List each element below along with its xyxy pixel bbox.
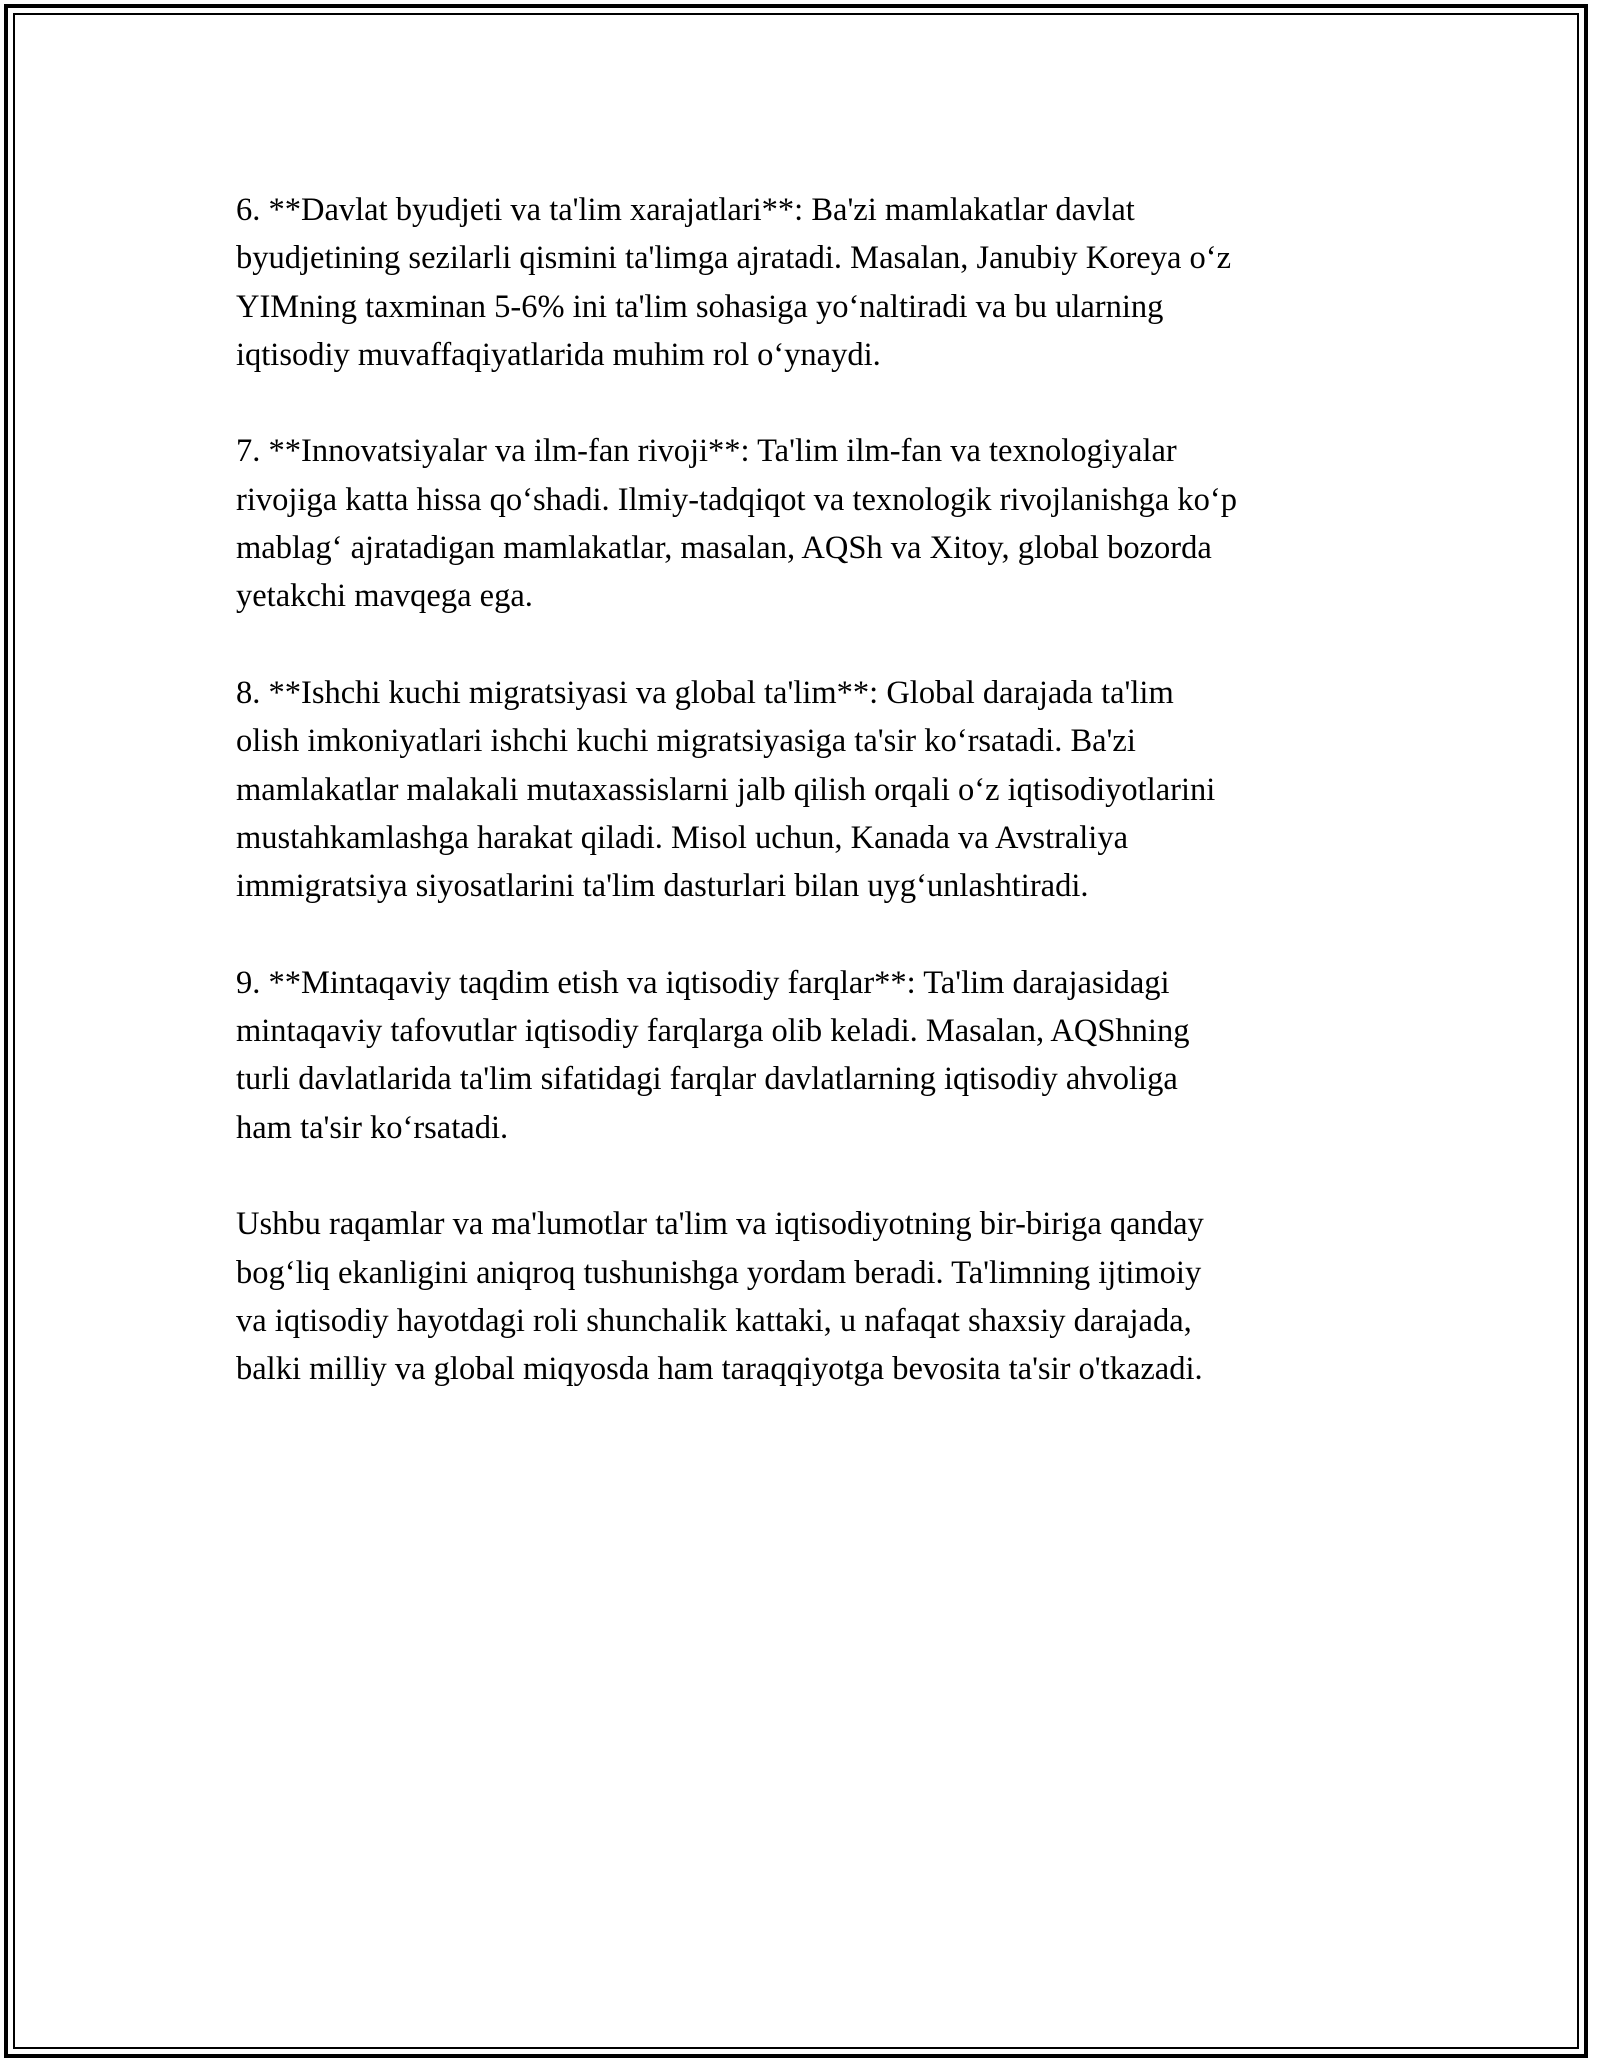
paragraph-item-7: 7. **Innovatsiyalar va ilm-fan rivoji**: Ta'lim ilm-fan va texnologiyalar rivojiga katta hissa qo‘shadi. Ilmiy-tadqiqot va texnologik rivojlanishga ko‘p mablag‘ ajratadigan mamlakatlar, masalan, AQSh va Xitoy, global bozorda yetakchi mavqega ega. xyxy=(236,433,1237,615)
paragraph-conclusion: Ushbu raqamlar va ma'lumotlar ta'lim va iqtisodiyotning bir-biriga qanday bog‘liq ekanligini aniqroq tushunishga yordam beradi. Ta'limning ijtimoiy va iqtisodiy hayotdagi roli shunchalik kattaki, u nafaqat shaxsiy darajada, balki milliy va global miqyosda ham taraqqiyotga bevosita ta'sir o'tkazadi. xyxy=(236,1206,1204,1388)
paragraph-item-8: 8. **Ishchi kuchi migratsiyasi va global ta'lim**: Global darajada ta'lim olish imkoniyatlari ishchi kuchi migratsiyasiga ta'sir ko‘rsatadi. Ba'zi mamlakatlar malakali mutaxassislarni jalb qilish orqali o‘z iqtisodiyotlarini mustahkamlashga harakat qiladi. Misol uchun, Kanada va Avstraliya immigratsiya siyosatlarini ta'lim dasturlari bilan uyg‘unlashtiradi. xyxy=(236,674,1216,905)
document-body xyxy=(236,186,1376,1442)
paragraph-item-6: 6. **Davlat byudjeti va ta'lim xarajatlari**: Ba'zi mamlakatlar davlat byudjetining sezilarli qismini ta'limga ajratadi. Masalan, Janubiy Koreya o‘z YIMning taxminan 5-6% ini ta'lim sohasiga yo‘naltiradi va bu ularning iqtisodiy muvaffaqiyatlarida muhim rol o‘ynaydi. xyxy=(236,192,1232,373)
paragraph-item-9: 9. **Mintaqaviy taqdim etish va iqtisodiy farqlar**: Ta'lim darajasidagi mintaqaviy tafovutlar iqtisodiy farqlarga olib keladi. Masalan, AQShning turli davlatlarida ta'lim sifatidagi farqlar davlatlarning iqtisodiy ahvoliga ham ta'sir ko‘rsatadi. xyxy=(236,964,1190,1146)
